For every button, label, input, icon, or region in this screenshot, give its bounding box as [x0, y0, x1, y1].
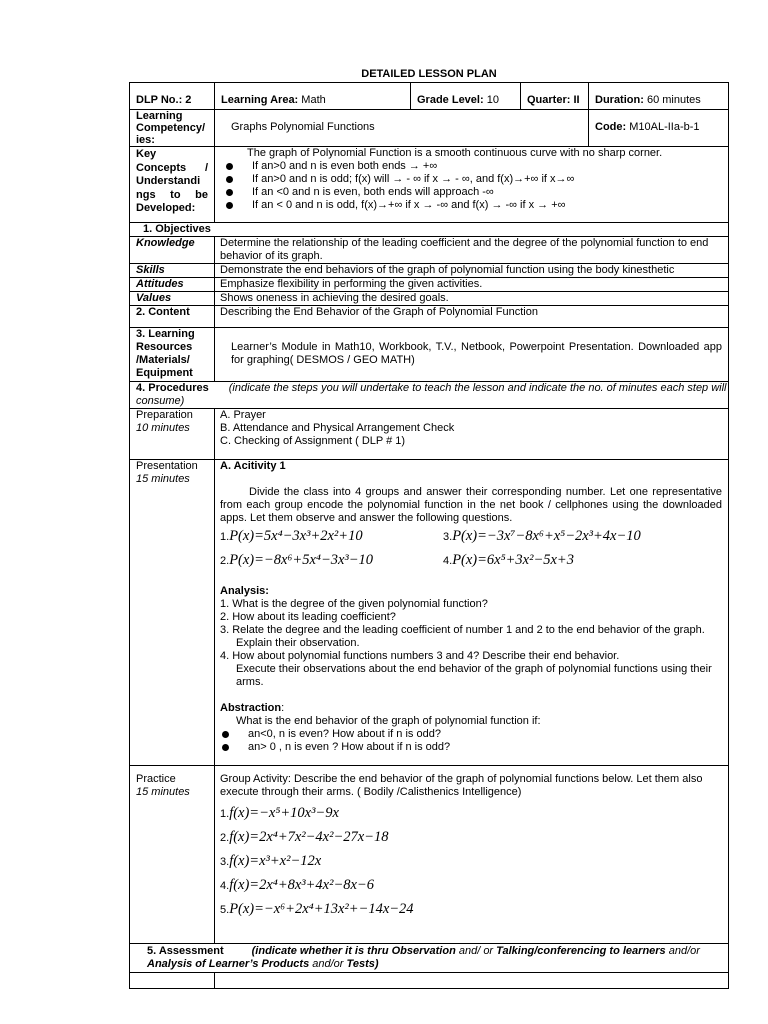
- objective-label: Values: [130, 292, 215, 306]
- preparation-label: Preparation: [136, 409, 193, 421]
- analysis-item: Execute their observations about the end behavior of the graph of polynomial functions using their arms.: [236, 663, 712, 688]
- activity-title: A. Acitivity 1: [220, 460, 286, 472]
- dlp-number: DLP No.: 2: [136, 94, 192, 106]
- equation: 3.P(x)=−3x⁷−8x⁶+x⁵−2x³+4x−10: [443, 528, 641, 544]
- analysis-title: Analysis:: [220, 585, 269, 597]
- equation: 4.f(x)=2x⁴+8x³+4x²−8x−6: [220, 877, 374, 893]
- duration-cell: [589, 83, 729, 110]
- preparation-cell: [215, 409, 729, 460]
- key-concept-item: If an>0 and n is odd; f(x) will → - ∞ if x → - ∞, and f(x)→+∞ if x→∞: [224, 173, 728, 186]
- grade-level-cell: [411, 83, 521, 110]
- practice-equations: [220, 802, 722, 922]
- learning-area-value: Math: [298, 94, 326, 106]
- equation: 2.f(x)=2x⁴+7x²−4x²−27x−18: [220, 829, 389, 845]
- analysis-item: 3. Relate the degree and the leading coefficient of number 1 and 2 to the end behavior of the graph. Explain their observation.: [220, 624, 705, 649]
- equation: 1.f(x)=−x⁵+10x³−9x: [220, 805, 339, 821]
- key-concepts-intro: The graph of Polynomial Function is a smooth continuous curve with no sharp corner.: [247, 147, 663, 159]
- equation: 3.f(x)=x³+x²−12x: [220, 853, 322, 869]
- presentation-cell: [215, 460, 729, 766]
- key-concept-item: If an>0 and n is even both ends → +∞: [224, 160, 728, 173]
- abstraction-item: an<0, n is even? How about if n is odd?: [220, 728, 722, 741]
- resources-label: 3. Learning Resources /Materials/ Equipment: [130, 328, 215, 382]
- practice-time: 15 minutes: [136, 786, 190, 798]
- practice-intro: Group Activity: Describe the end behavior of the graph of polynomial functions below. Let them also execute through their arms. ( Bodily /Calisthenics Intelligence): [220, 773, 703, 798]
- key-concept-item: If an <0 and n is even, both ends will approach -∞: [224, 186, 728, 199]
- presentation-label: Presentation: [136, 460, 198, 472]
- analysis-item: 2. How about its leading coefficient?: [220, 611, 396, 623]
- learning-area-cell: [215, 83, 411, 110]
- practice-label-cell: [130, 766, 215, 944]
- page-title: DETAILED LESSON PLAN: [361, 68, 497, 80]
- equation: 2.P(x)=−8x⁶+5x⁴−3x³−10: [220, 552, 374, 568]
- bullet-icon: [222, 731, 229, 738]
- code-cell: [589, 110, 729, 147]
- equation: 1.P(x)=5x⁴−3x³+2x²+10: [220, 528, 363, 544]
- empty-cell: [215, 973, 729, 989]
- grade-level-value: 10: [483, 94, 499, 106]
- objective-text: Shows oneness in achieving the desired goals.: [215, 292, 729, 306]
- code-label: Code:: [595, 121, 627, 133]
- quarter-label: Quarter: II: [527, 94, 580, 106]
- bullet-icon: [222, 744, 229, 751]
- preparation-item: C. Checking of Assignment ( DLP # 1): [220, 435, 406, 447]
- key-concepts-cell: [215, 147, 729, 223]
- abstraction-question: What is the end behavior of the graph of polynomial function if:: [236, 715, 541, 727]
- presentation-label-cell: [130, 460, 215, 766]
- grade-level-label: Grade Level:: [417, 94, 484, 106]
- procedures-label: 4. Procedures: [136, 382, 209, 394]
- objective-text: Determine the relationship of the leading coefficient and the degree of the polynomial function to end behavior of its graph.: [215, 237, 729, 264]
- abstraction-item: an> 0 , n is even ? How about if n is odd?: [220, 741, 722, 754]
- preparation-label-cell: [130, 409, 215, 460]
- key-concepts-label: Key Concepts / Understandi ngs to be Developed:: [130, 147, 215, 223]
- objectives-heading: 1. Objectives: [130, 223, 729, 237]
- empty-cell: [130, 973, 215, 989]
- preparation-time: 10 minutes: [136, 422, 190, 434]
- equation: 5.P(x)=−x⁶+2x⁴+13x²+−14x−24: [220, 901, 414, 917]
- assessment-label: 5. Assessment: [147, 945, 224, 957]
- objective-text: Emphasize flexibility in performing the given activities.: [215, 278, 729, 292]
- code-value: M10AL-IIa-b-1: [626, 121, 700, 133]
- dlp-number-cell: [130, 83, 215, 110]
- bullet-icon: [226, 163, 233, 170]
- resources-text: Learner’s Module in Math10, Workbook, T.V., Netbook, Powerpoint Presentation. Downloaded app for graphing( DESMOS / GEO MATH): [215, 328, 729, 382]
- bullet-icon: [226, 202, 233, 209]
- equation: 4.P(x)=6x⁵+3x²−5x+3: [443, 552, 574, 568]
- objective-label: Attitudes: [130, 278, 215, 292]
- analysis-item: 1. What is the degree of the given polynomial function?: [220, 598, 488, 610]
- objective-text: Demonstrate the end behaviors of the graph of polynomial function using the body kinesthetic: [215, 264, 729, 278]
- competency-value: Graphs Polynomial Functions: [215, 110, 589, 147]
- learning-area-label: Learning Area:: [221, 94, 299, 106]
- duration-value: 60 minutes: [643, 94, 701, 106]
- key-concept-item: If an < 0 and n is odd, f(x)→+∞ if x → -∞ and f(x) → -∞ if x → +∞: [224, 199, 728, 212]
- procedures-row: [130, 382, 729, 409]
- content-label: 2. Content: [130, 306, 215, 328]
- objective-label: Skills: [130, 264, 215, 278]
- assessment-row: 5. Assessment (indicate whether it is thru Observation and/ or Talking/conferencing to learners and/or Analysis of Learner’s Products and/or Tests): [130, 944, 729, 973]
- activity-text: Divide the class into 4 groups and answer their corresponding number. Let one representative from each group encode the polynomial function in the net book / cellphones using the downloaded apps. Let them observe and answer the following questions.: [220, 486, 722, 524]
- bullet-icon: [226, 189, 233, 196]
- practice-cell: [215, 766, 729, 944]
- bullet-icon: [226, 176, 233, 183]
- analysis-item: 4. How about polynomial functions numbers 3 and 4? Describe their end behavior.: [220, 650, 620, 662]
- lesson-plan-table: [129, 82, 729, 989]
- practice-label: Practice: [136, 773, 176, 785]
- preparation-item: B. Attendance and Physical Arrangement Check: [220, 422, 455, 434]
- preparation-item: A. Prayer: [220, 409, 266, 421]
- procedures-note: (indicate the steps you will undertake to teach the lesson and indicate the no. of minutes each step will consume): [136, 382, 727, 407]
- equation-row: [220, 527, 722, 547]
- competency-label: Learning Competency/ ies:: [130, 110, 215, 147]
- presentation-time: 15 minutes: [136, 473, 190, 485]
- content-text: Describing the End Behavior of the Graph of Polynomial Function: [215, 306, 729, 328]
- objective-label: Knowledge: [130, 237, 215, 264]
- duration-label: Duration:: [595, 94, 644, 106]
- equation-row: [220, 551, 722, 571]
- quarter-cell: [521, 83, 589, 110]
- abstraction-title: Abstraction:: [220, 702, 285, 714]
